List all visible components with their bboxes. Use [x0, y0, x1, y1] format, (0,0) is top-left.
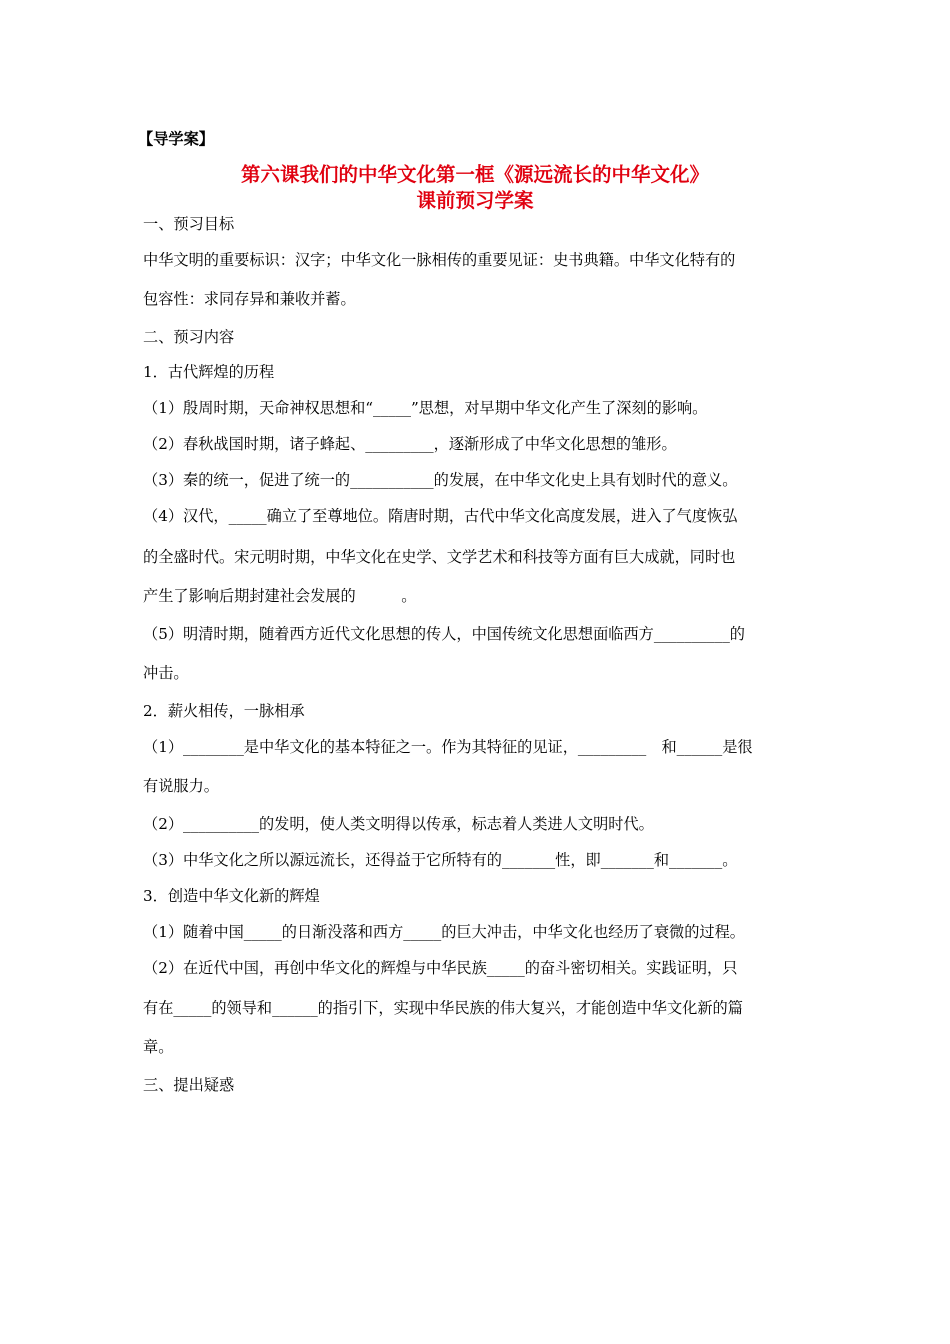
question-line: （1）殷周时期，天命神权思想和“_____”思想，对早期中华文化产生了深刻的影响。: [143, 399, 708, 417]
section-heading-3: 三、提出疑惑: [143, 1076, 235, 1094]
question-line: 有在_____的领导和______的指引下，实现中华民族的伟大复兴，才能创造中华文化新的篇: [143, 999, 743, 1017]
title-line-1: 第六课我们的中华文化第一框《源远流长的中华文化》: [240, 163, 709, 186]
section-heading-1: 一、预习目标: [143, 215, 235, 233]
question-line: （2）__________的发明，使人类文明得以传承，标志着人类进人文明时代。: [143, 815, 654, 833]
question-line: （3）秦的统一，促进了统一的___________的发展，在中华文化史上具有划时代的意义。: [143, 471, 738, 489]
question-line: 的全盛时代。宋元明时期，中华文化在史学、文学艺术和科技等方面有巨大成就，同时也: [143, 548, 736, 566]
section-heading-2: 二、预习内容: [143, 328, 235, 346]
question-line: 冲击。: [143, 664, 189, 682]
question-line: （3）中华文化之所以源远流长，还得益于它所特有的_______性，即_______和_______。: [143, 851, 738, 869]
question-line: （2）在近代中国，再创中华文化的辉煌与中华民族_____的奋斗密切相关。实践证明，只: [143, 959, 738, 977]
question-line: （5）明清时期，随着西方近代文化思想的传人，中国传统文化思想面临西方__________的: [143, 625, 745, 643]
subheading-1: 1．古代辉煌的历程: [143, 363, 275, 381]
title-line-2: 课前预习学案: [416, 189, 534, 212]
subheading-3: 3．创造中华文化新的辉煌: [143, 887, 320, 905]
paragraph-line: 包容性：求同存异和兼收并蓄。: [143, 290, 356, 308]
question-line: 章。: [143, 1038, 174, 1056]
question-line: （4）汉代，_____确立了至尊地位。隋唐时期，古代中华文化高度发展，进入了气度恢弘: [143, 507, 738, 525]
subheading-2: 2．薪火相传，一脉相承: [143, 702, 305, 720]
question-line: （2）春秋战国时期，诸子蜂起、_________，逐渐形成了中华文化思想的雏形。: [143, 435, 677, 453]
header-tag: 【导学案】: [138, 130, 214, 148]
question-line: （1）随着中国_____的日渐没落和西方_____的巨大冲击，中华文化也经历了衰微的过程。: [143, 923, 745, 941]
paragraph-line: 中华文明的重要标识：汉字；中华文化一脉相传的重要见证：史书典籍。中华文化特有的: [143, 251, 736, 269]
question-line: 有说服力。: [143, 777, 219, 795]
question-line: （1）________是中华文化的基本特征之一。作为其特征的见证，_________ 和______是很: [143, 738, 753, 756]
question-line: 产生了影响后期封建社会发展的 。: [143, 587, 417, 605]
